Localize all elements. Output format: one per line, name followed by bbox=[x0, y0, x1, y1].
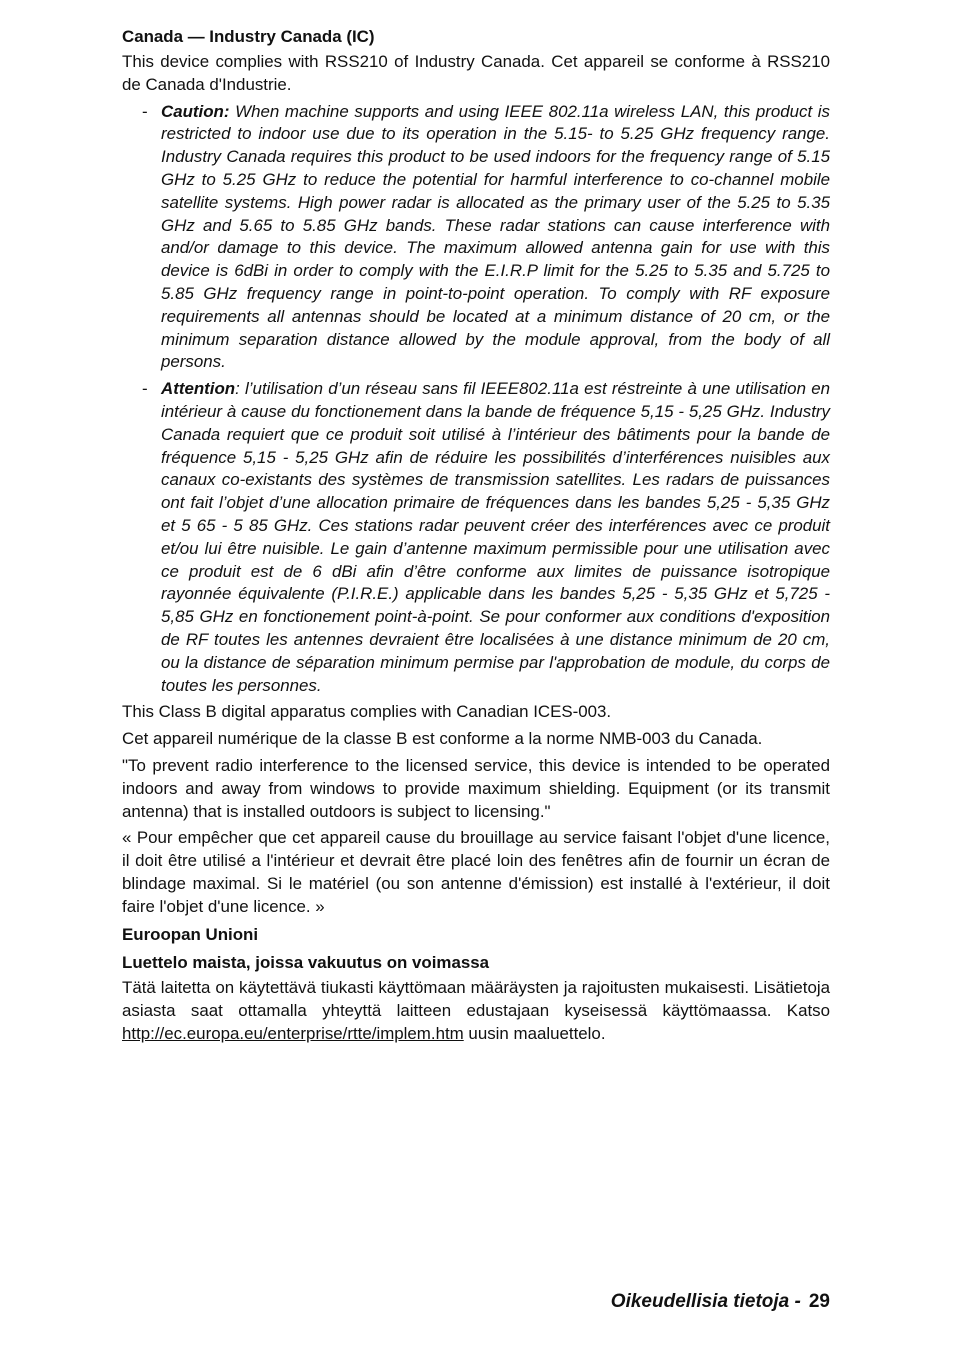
eu-text-before: Tätä laitetta on käytettävä tiukasti käyttömaan määräysten ja rajoitusten mukaisesti. Lisätietoja asiasta saat ottamalla yhteyttä laitteen edustajaan kyseisessä käyttömaassa. Katso bbox=[122, 978, 830, 1021]
footer-section-title: Oikeudellisia tietoja - bbox=[610, 1291, 801, 1312]
rtte-link[interactable]: http://ec.europa.eu/enterprise/rtte/implem.htm bbox=[122, 1024, 464, 1044]
subheading-country-list: Luettelo maista, joissa vakuutus on voimassa bbox=[122, 953, 490, 973]
licensing-quote-french: « Pour empêcher que cet appareil cause du brouillage au service faisant l'objet d'une licence, il doit être utilisé a l'intérieur et devrait être placé loin des fenêtres afin de fournir un écran de blindage maximal. Si le matériel (ou son antenne d'émission) est installé à l'extérieur, il doit faire l'objet d'une licence. » bbox=[122, 828, 830, 916]
classb-french: Cet appareil numérique de la classe B est conforme a la norme NMB-003 du Canada. bbox=[122, 729, 763, 749]
notice-list bbox=[122, 101, 830, 698]
document-page bbox=[122, 26, 830, 1050]
page-footer bbox=[611, 1291, 830, 1313]
canada-intro: This device complies with RSS210 of Industry Canada. Cet appareil se conforme à RSS210 de Canada d'Industrie. bbox=[122, 52, 830, 94]
list-dash: - bbox=[142, 379, 148, 399]
caution-label: Caution: bbox=[161, 101, 230, 121]
caution-text: When machine supports and using IEEE 802.11a wireless LAN, this product is restricted to indoor use due to its operation in the 5.15- to 5.25 GHz frequency range. Industry Canada requires this product to be used indoors for the frequency range of 5.15 GHz to 5.25 GHz to reduce the potential for harmful interference to co-channel mobile satellite systems. High power radar is allocated as the primary user of the 5.25 to 5.35 GHz and 5.65 to 5.85 GHz bands. These radar stations can cause interference with and/or damage to this device. The maximum allowed antenna gain for use with this device is 6dBi in order to comply with the E.I.R.P limit for the 5.25 to 5.35 and 5.725 to 5.85 GHz frequency range in point-to-point operation. To comply with RF exposure requirements all antennas should be located at a minimum distance of 20 cm, or the minimum separation distance allowed by the module approval, from the body of all persons. bbox=[161, 101, 830, 372]
classb-english: This Class B digital apparatus complies with Canadian ICES-003. bbox=[122, 702, 612, 722]
page-number: 29 bbox=[808, 1291, 830, 1312]
eu-text-after: uusin maaluettelo. bbox=[463, 1024, 606, 1044]
section-heading-eu: Euroopan Unioni bbox=[122, 925, 259, 945]
attention-text: : l’utilisation d’un réseau sans fil IEEE802.11a est réstreinte à une utilisation en intérieur à cause du fonctionement dans la bande de fréquence 5,15 - 5,25 GHz. Industry Canada requiert que ce produit soit utilisé à l’intérieur des bâtiments pour la bande de fréquence 5,15 - 5,25 GHz afin de réduire les possibilités d’interférences nuisibles aux canaux co-existants des systèmes de transmission satellites. Les radars de puissances ont fait l’objet d’une allocation primaire de fréquences dans les bandes 5,25 - 5,35 GHz et 5 65 - 5 85 GHz. Ces stations radar peuvent créer des interférences avec ce produit et/ou lui être nuisible. Le gain d’antenne maximum permissible pour une utilisation avec ce produit est de 6 dBi afin d’être conforme aux limites de puissance isotropique rayonnée équivalente (P.I.R.E.) applicable dans les bandes 5,25 - 5,35 GHz et 5,725 - 5,85 GHz en fonctionement point-à-point. Se pour conformer aux conditions d'exposition de RF toutes les antennes devraient être localisées à une distance minimum de 20 cm, ou la distance de séparation minimum permise par l'approbation de module, du corps de toutes les personnes. bbox=[161, 379, 830, 695]
list-item-attention bbox=[122, 378, 830, 697]
eu-paragraph bbox=[122, 977, 830, 1045]
section-heading-canada: Canada — Industry Canada (IC) bbox=[122, 27, 375, 46]
list-item-caution bbox=[122, 101, 830, 375]
list-dash: - bbox=[142, 101, 148, 121]
attention-label: Attention bbox=[161, 379, 236, 399]
licensing-quote-english: "To prevent radio interference to the licensed service, this device is intended to be operated indoors and away from windows to provide maximum shielding. Equipment (or its transmit antenna) that is installed outdoors is subject to licensing." bbox=[122, 755, 830, 821]
